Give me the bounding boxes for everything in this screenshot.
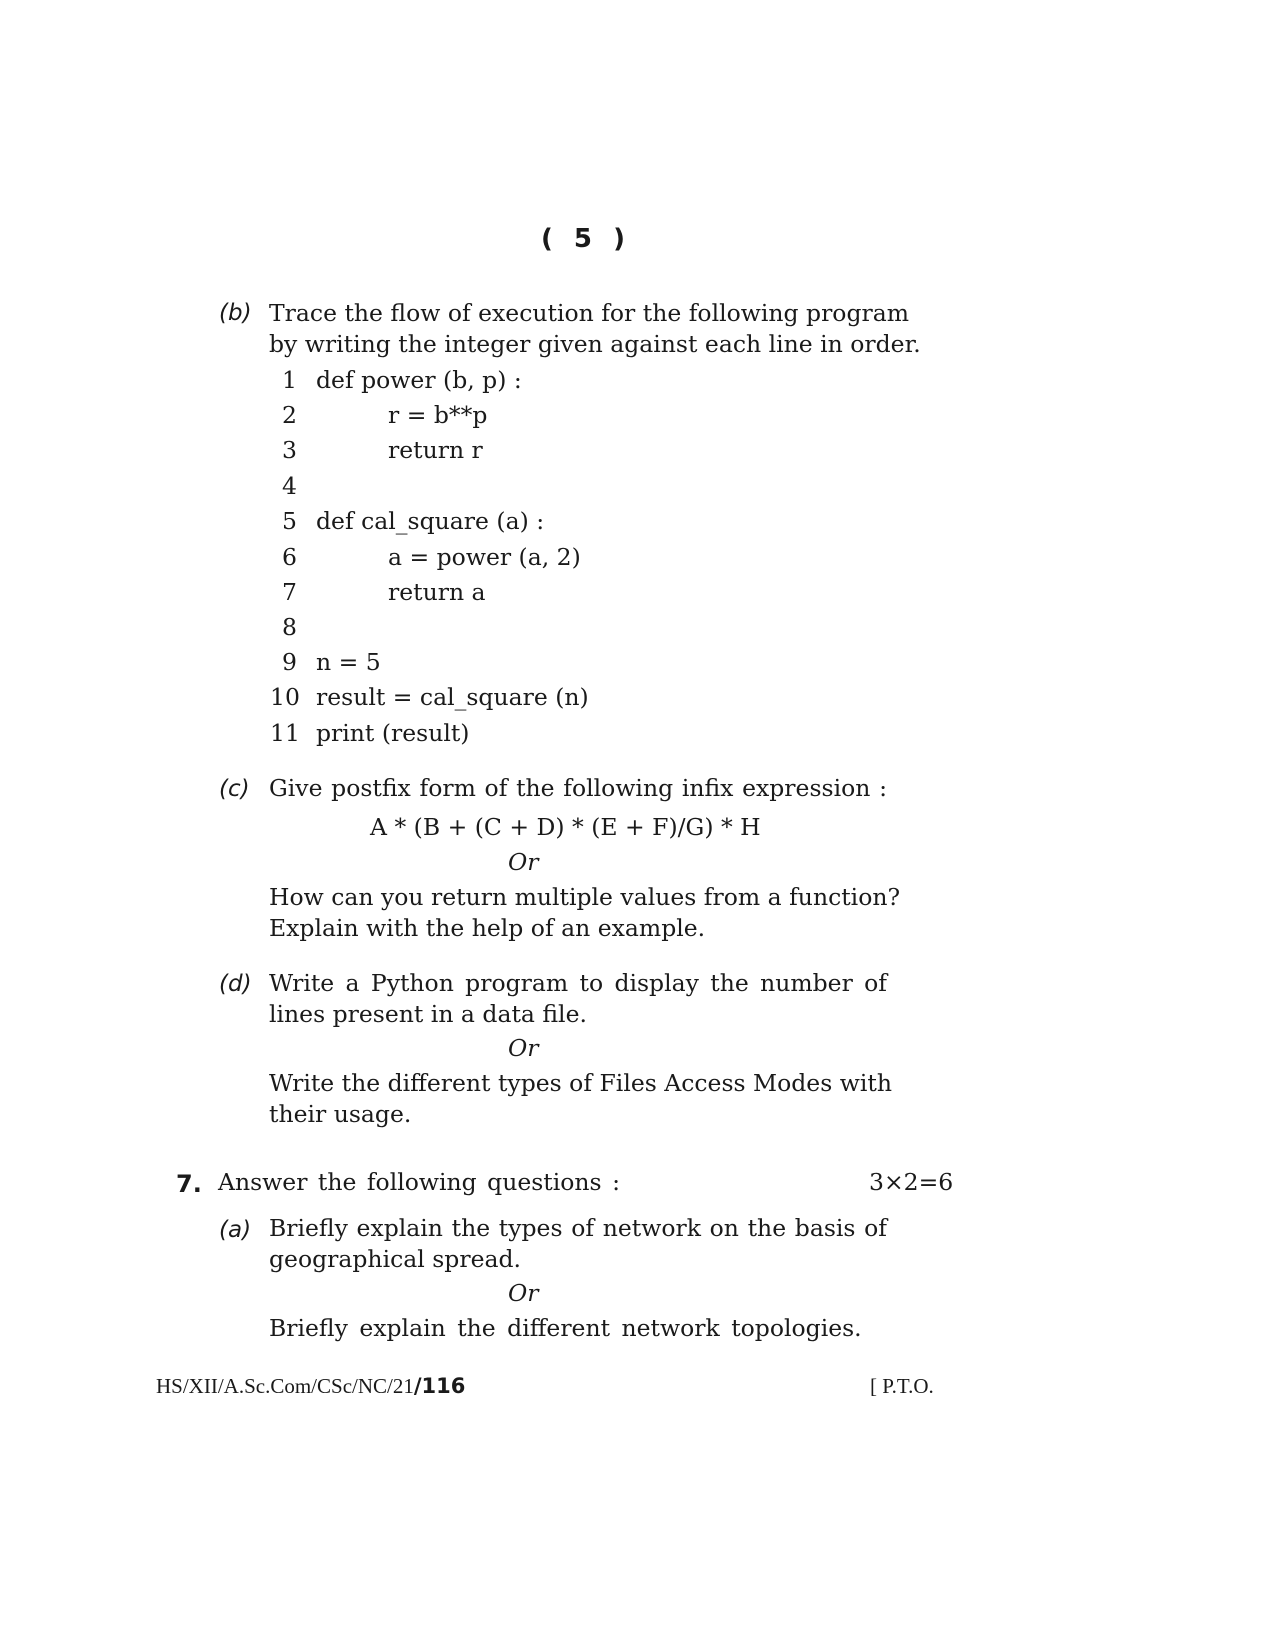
paper-code-prefix: HS/XII/A.Sc.Com/CSc/NC/21	[156, 1374, 414, 1398]
paper-code	[156, 1374, 465, 1399]
question-d-alt-line-2: their usage.	[269, 1100, 412, 1128]
code-listing: 1 def power (b, p) : 2 r = b**p 3 return r 4 5 def cal_square (a) : 6 a = power (a, 2) 7 return a 8 9 n = 5 10 result = cal_square (n) 11 print (result)	[270, 366, 589, 747]
question-7a-alt: Briefly explain the different network topologies.	[269, 1314, 862, 1342]
page-number: ( 5 )	[541, 224, 631, 254]
question-b-label: (b)	[219, 300, 252, 326]
question-b-line-1: Trace the flow of execution for the following program	[269, 299, 910, 327]
question-7-text: Answer the following questions :	[218, 1168, 620, 1196]
question-c-alt-line-2: Explain with the help of an example.	[269, 914, 706, 942]
pto-marker: [ P.T.O.	[870, 1374, 934, 1398]
question-7a-label: (a)	[219, 1217, 252, 1243]
question-c-alt	[269, 882, 901, 944]
question-7a-or: Or	[508, 1279, 539, 1307]
question-d-text	[269, 968, 887, 1030]
question-b-text	[269, 298, 921, 360]
infix-expression: A * (B + (C + D) * (E + F)/G) * H	[370, 813, 761, 841]
question-7a-line-1: Briefly explain the types of network on the basis of	[269, 1214, 887, 1242]
question-d-alt-line-1: Write the different types of Files Access Modes with	[269, 1069, 892, 1097]
question-c-label: (c)	[219, 776, 250, 802]
question-d-or: Or	[508, 1034, 539, 1062]
question-7a-text	[269, 1213, 887, 1275]
paper-code-number: /116	[413, 1374, 466, 1398]
question-c-or: Or	[508, 848, 539, 876]
question-d-line-2: lines present in a data file.	[269, 1000, 587, 1028]
question-c-text: Give postfix form of the following infix expression :	[269, 774, 887, 802]
question-7-number: 7.	[176, 1170, 202, 1198]
question-d-label: (d)	[219, 971, 252, 997]
question-b-line-2: by writing the integer given against each line in order.	[269, 330, 921, 358]
question-d-alt	[269, 1068, 892, 1130]
question-7-marks: 3×2=6	[869, 1168, 954, 1196]
question-d-line-1: Write a Python program to display the number of	[269, 969, 887, 997]
question-c-alt-line-1: How can you return multiple values from a function?	[269, 883, 901, 911]
question-7a-line-2: geographical spread.	[269, 1245, 522, 1273]
